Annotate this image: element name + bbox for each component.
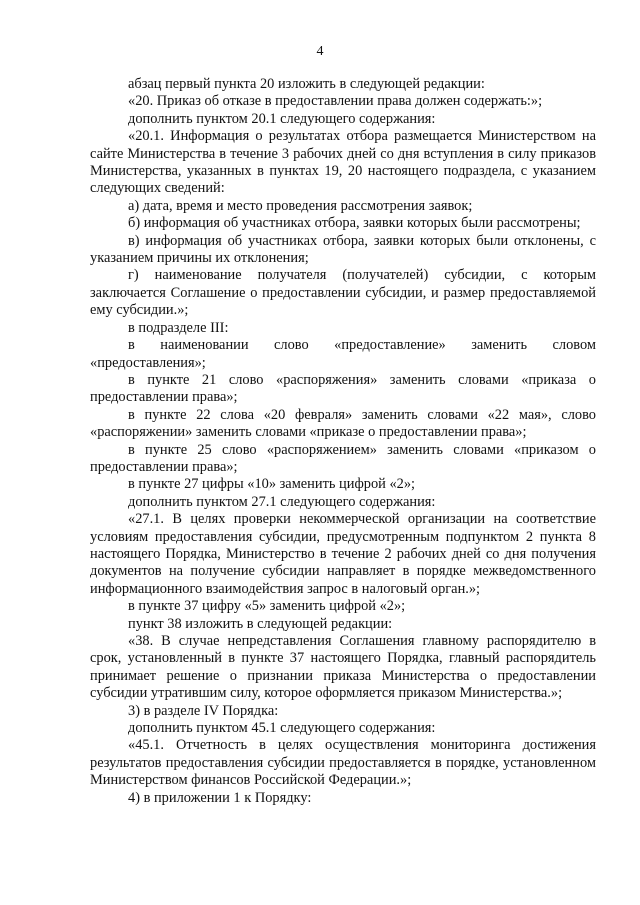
paragraph: абзац первый пункта 20 изложить в следующей редакции:: [128, 76, 485, 92]
paragraph: «45.1. Отчетность в целях осуществления мониторинга достижения результатов предоставления субсидии предоставляется в порядке, установленном Министерством финансов Российской Федерации.»;: [90, 737, 596, 789]
paragraph: дополнить пунктом 20.1 следующего содержания:: [128, 110, 436, 127]
paragraph: в наименовании слово «предоставление» заменить словом «предоставления»;: [90, 337, 596, 371]
paragraph: «27.1. В целях проверки некоммерческой организации на соответствие условиям предоставления субсидии, предусмотренным подпунктом 2 пункта 8 настоящего Порядка, Министерство в течение 2 рабочих дней со дня получения документов на получение субсидии направляет в порядке межведомственного информационного взаимодействия запрос в налоговый орган.»;: [90, 511, 596, 597]
paragraph: в подразделе III:: [128, 319, 229, 336]
paragraph: «38. В случае непредставления Соглашения главному распорядителю в срок, установленный в пункте 37 настоящего Порядка, главный распорядитель принимает решение о признании приказа Министерства о предоставлении субсидии утратившим силу, которое оформляется приказом Министерства.»;: [90, 633, 596, 702]
paragraph: в) информация об участниках отбора, заявки которых были отклонены, с указанием причины их отклонения;: [90, 232, 596, 267]
paragraph: а) дата, время и место проведения рассмотрения заявок;: [128, 197, 473, 214]
paragraph: пункт 38 изложить в следующей редакции:: [128, 615, 393, 632]
paragraph: «20. Приказ об отказе в предоставлении права должен содержать:»;: [128, 93, 543, 110]
paragraph: в пункте 22 слова «20 февраля» заменить словами «22 мая», слово «распоряжении» заменить словами «приказе о предоставлении права»;: [90, 406, 596, 441]
paragraph: дополнить пунктом 27.1 следующего содержания:: [128, 493, 436, 510]
page-number: 4: [316, 44, 324, 59]
paragraph: в пункте 37 цифру «5» заменить цифрой «2»;: [128, 598, 406, 615]
paragraph: в пункте 27 цифры «10» заменить цифрой «2»;: [128, 476, 416, 493]
paragraph: в пункте 21 слово «распоряжения» заменить словами «приказа о предоставлении права»;: [90, 371, 596, 406]
paragraph: «20.1. Информация о результатах отбора размещается Министерством на сайте Министерства в течение 3 рабочих дней со дня вступления в силу приказов Министерства, указанных в пунктах 19, 20 настоящего подраздела, с указанием следующих сведений:: [90, 128, 596, 197]
paragraph: 4) в приложении 1 к Порядку:: [128, 789, 312, 806]
paragraph: в пункте 25 слово «распоряжением» заменить словами «приказом о предоставлении права»;: [90, 441, 596, 475]
paragraph: 3) в разделе IV Порядка:: [128, 702, 279, 719]
paragraph: б) информация об участниках отбора, заявки которых были рассмотрены;: [128, 215, 581, 232]
paragraph: г) наименование получателя (получателей) субсидии, с которым заключается Соглашение о предоставлении субсидии, и размер предоставляемой ему субсидии.»;: [90, 267, 596, 319]
paragraph: дополнить пунктом 45.1 следующего содержания:: [128, 720, 436, 737]
document-body: [90, 76, 596, 807]
